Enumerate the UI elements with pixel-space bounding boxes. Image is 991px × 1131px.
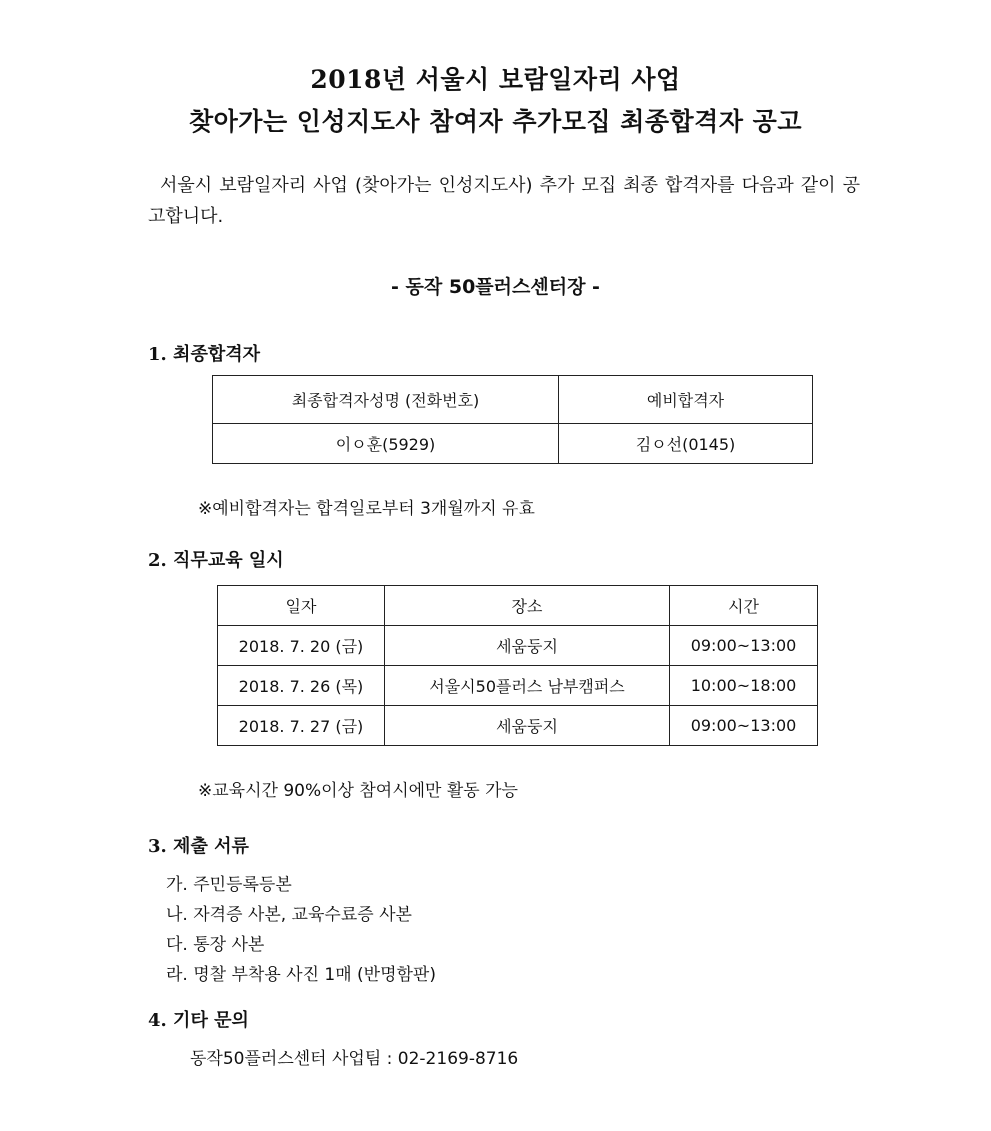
section1-heading: 1. 최종합격자 [148, 344, 260, 365]
table-cell: 2018. 7. 20 (금) [218, 626, 385, 666]
table-cell: 세움둥지 [385, 626, 670, 666]
table-row [213, 424, 813, 464]
header-cell: 장소 [385, 586, 670, 626]
table-cell: 2018. 7. 27 (금) [218, 706, 385, 746]
document-item: 라. 명찰 부착용 사진 1매 (반명함판) [166, 965, 436, 985]
table-row [218, 706, 818, 746]
section2-heading: 2. 직무교육 일시 [148, 550, 284, 571]
table-header-row [213, 376, 813, 424]
section4-heading: 4. 기타 문의 [148, 1010, 249, 1031]
header-cell: 일자 [218, 586, 385, 626]
table-row [218, 626, 818, 666]
header-cell: 시간 [670, 586, 818, 626]
table-cell: 09:00~13:00 [670, 626, 818, 666]
table-cell: 10:00~18:00 [670, 666, 818, 706]
section3-heading: 3. 제출 서류 [148, 836, 249, 857]
table-cell: 세움둥지 [385, 706, 670, 746]
document-item: 다. 통장 사본 [166, 935, 265, 955]
document-item: 가. 주민등록등본 [166, 875, 292, 895]
table-cell: 이ㅇ훈(5929) [213, 424, 559, 464]
table-header-row [218, 586, 818, 626]
document-item: 나. 자격증 사본, 교육수료증 사본 [166, 905, 412, 925]
table-row [218, 666, 818, 706]
title-line-1: 2018년 서울시 보람일자리 사업 [310, 65, 681, 94]
header-cell: 예비합격자 [559, 376, 813, 424]
table-cell: 김ㅇ선(0145) [559, 424, 813, 464]
center-label: - 동작 50플러스센터장 - [391, 276, 600, 298]
table-cell: 2018. 7. 26 (목) [218, 666, 385, 706]
title-line-2: 찾아가는 인성지도사 참여자 추가모집 최종합격자 공고 [189, 107, 802, 136]
intro-paragraph: 서울시 보람일자리 사업 (찾아가는 인성지도사) 추가 모집 최종 합격자를 다음과 같이 공고합니다. [148, 175, 860, 227]
contact-info: 동작50플러스센터 사업팀 : 02-2169-8716 [190, 1049, 519, 1069]
training-table [217, 585, 818, 746]
table-cell: 09:00~13:00 [670, 706, 818, 746]
header-cell: 최종합격자성명 (전화번호) [213, 376, 559, 424]
section2-note: ※교육시간 90%이상 참여시에만 활동 가능 [198, 781, 518, 801]
table-cell: 서울시50플러스 남부캠퍼스 [385, 666, 670, 706]
section1-note: ※예비합격자는 합격일로부터 3개월까지 유효 [198, 499, 535, 519]
finalist-table [212, 375, 813, 464]
